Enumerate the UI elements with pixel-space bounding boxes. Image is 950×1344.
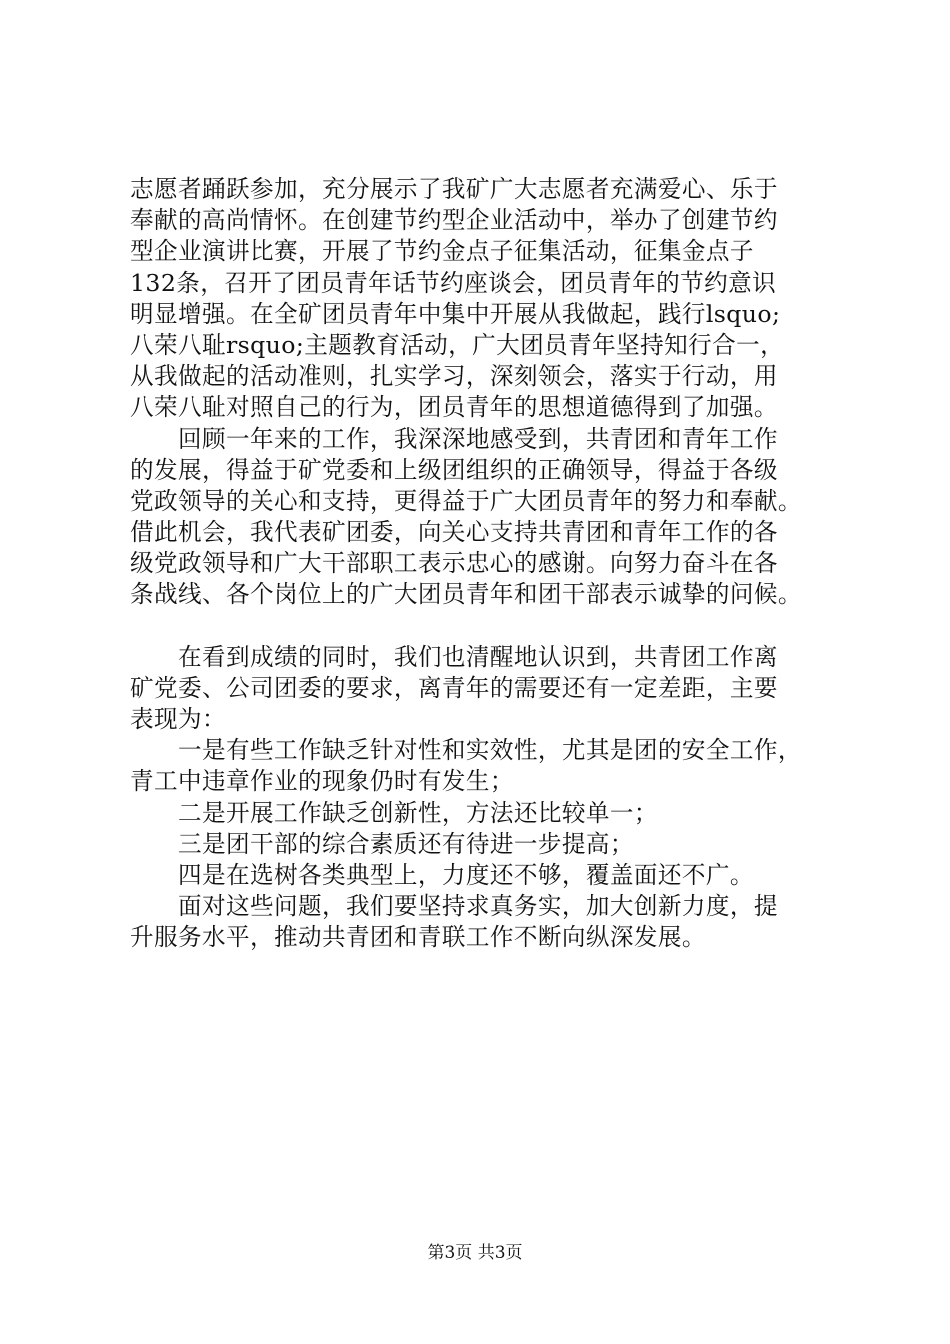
page-number: 第3页 共3页: [427, 1243, 523, 1263]
paragraph-2: [130, 424, 870, 611]
text-line: 在看到成绩的同时，我们也清醒地认识到，共青团工作离: [130, 642, 778, 671]
text-line: 升服务水平，推动共青团和青联工作不断向纵深发展。: [130, 923, 706, 952]
page-footer: [0, 1243, 950, 1263]
text-line: 明显增强。在全矿团员青年中集中开展从我做起，践行lsquo;: [130, 299, 781, 328]
text-line: 矿党委、公司团委的要求，离青年的需要还有一定差距，主要: [130, 673, 778, 702]
text-line: 借此机会，我代表矿团委，向关心支持共青团和青年工作的各: [130, 518, 778, 547]
text-line: 八荣八耻rsquo;主题教育活动，广大团员青年坚持知行合一，: [130, 330, 785, 359]
text-line: 四是在选树各类典型上，力度还不够，覆盖面还不广。: [130, 860, 754, 889]
text-line: 回顾一年来的工作，我深深地感受到，共青团和青年工作: [130, 424, 778, 453]
text-line: 的发展，得益于矿党委和上级团组织的正确领导，得益于各级: [130, 455, 778, 484]
text-line: 型企业演讲比赛，开展了节约金点子征集活动，征集金点子: [130, 237, 754, 266]
text-line: 二是开展工作缺乏创新性，方法还比较单一；: [130, 798, 658, 827]
text-line: 八荣八耻对照自己的行为，团员青年的思想道德得到了加强。: [130, 393, 778, 422]
paragraph-1: [130, 174, 870, 424]
paragraph-3: [130, 642, 870, 954]
text-line: 条战线、各个岗位上的广大团员青年和团干部表示诚挚的问候。: [130, 580, 802, 609]
text-line: 级党政领导和广大干部职工表示忠心的感谢。向努力奋斗在各: [130, 549, 778, 578]
text-line: 奉献的高尚情怀。在创建节约型企业活动中，举办了创建节约: [130, 206, 778, 235]
text-line: 一是有些工作缺乏针对性和实效性，尤其是团的安全工作，: [130, 736, 802, 765]
text-line: 青工中违章作业的现象仍时有发生；: [130, 767, 514, 796]
text-line: 三是团干部的综合素质还有待进一步提高；: [130, 829, 634, 858]
text-line: 表现为：: [130, 705, 226, 733]
text-line: 志愿者踊跃参加，充分展示了我矿广大志愿者充满爱心、乐于: [130, 175, 778, 203]
text-line: 从我做起的活动准则，扎实学习，深刻领会，落实于行动，用: [130, 362, 778, 391]
text-line: 面对这些问题，我们要坚持求真务实，加大创新力度，提: [130, 892, 778, 921]
text-line: 党政领导的关心和支持，更得益于广大团员青年的努力和奉献。: [130, 486, 802, 515]
document-body: [130, 174, 870, 954]
paragraph-spacer: [130, 611, 870, 642]
text-line: 132条，召开了团员青年话节约座谈会，团员青年的节约意识: [130, 268, 777, 297]
